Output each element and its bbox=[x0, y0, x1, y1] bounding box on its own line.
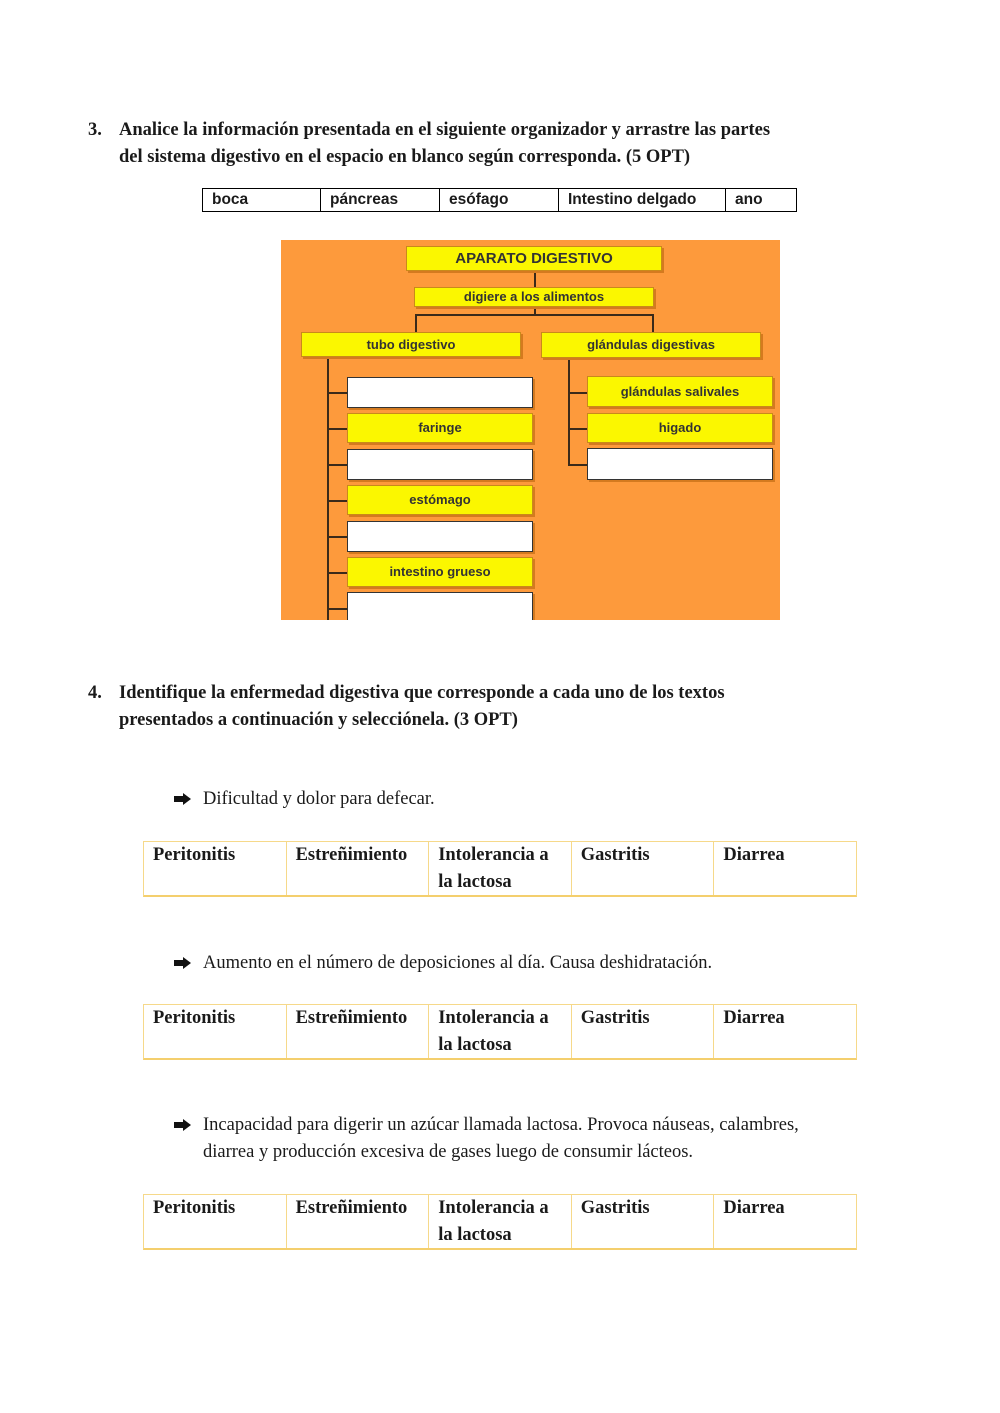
connector-line bbox=[327, 357, 329, 620]
statement-text: Incapacidad para digerir un azúcar llamada lactosa. Provoca náuseas, calambres, bbox=[203, 1115, 799, 1135]
node-aparato-digestivo: APARATO DIGESTIVO bbox=[406, 246, 662, 271]
draggable-word-pancreas[interactable]: páncreas bbox=[321, 189, 440, 211]
connector-line bbox=[568, 358, 570, 466]
question-number: 3. bbox=[88, 120, 102, 140]
connector-line bbox=[534, 271, 536, 287]
option-estrenimiento[interactable]: Estreñimiento bbox=[287, 842, 430, 895]
statement-text: diarrea y producción excesiva de gases luego de consumir lácteos. bbox=[203, 1142, 694, 1162]
connector-line bbox=[415, 314, 417, 332]
option-estrenimiento[interactable]: Estreñimiento bbox=[287, 1195, 430, 1248]
question-line: presentados a continuación y selecciónela. (3 OPT) bbox=[119, 710, 518, 730]
arrow-bullet-icon bbox=[174, 1119, 191, 1131]
option-intolerancia-lactosa[interactable]: Intolerancia a la lactosa bbox=[429, 1195, 572, 1248]
question-4 bbox=[88, 680, 868, 734]
statement-2 bbox=[174, 950, 864, 977]
statement-1 bbox=[174, 786, 864, 813]
word-bank bbox=[202, 188, 797, 212]
question-3 bbox=[88, 117, 868, 171]
option-intolerancia-lactosa[interactable]: Intolerancia a la lactosa bbox=[429, 842, 572, 895]
connector-line bbox=[568, 428, 588, 430]
node-glandulas-salivales: glándulas salivales bbox=[587, 376, 773, 407]
options-row-1 bbox=[143, 841, 857, 897]
node-intestino-grueso: intestino grueso bbox=[347, 557, 533, 587]
node-tubo-digestivo: tubo digestivo bbox=[301, 332, 521, 357]
options-row-3 bbox=[143, 1194, 857, 1250]
statement-text: Aumento en el número de deposiciones al día. Causa deshidratación. bbox=[203, 953, 713, 973]
option-gastritis[interactable]: Gastritis bbox=[572, 842, 715, 895]
option-intolerancia-lactosa[interactable]: Intolerancia a la lactosa bbox=[429, 1005, 572, 1058]
node-digiere-alimentos: digiere a los alimentos bbox=[414, 287, 654, 307]
arrow-bullet-icon bbox=[174, 957, 191, 969]
drop-zone-tube-4[interactable] bbox=[347, 592, 533, 620]
drop-zone-tube-2[interactable] bbox=[347, 449, 533, 480]
connector-line bbox=[327, 464, 347, 466]
options-row-2 bbox=[143, 1004, 857, 1060]
option-diarrea[interactable]: Diarrea bbox=[723, 845, 785, 865]
draggable-word-intestino-delgado[interactable]: Intestino delgado bbox=[559, 189, 726, 211]
drop-zone-tube-3[interactable] bbox=[347, 521, 533, 552]
connector-line bbox=[568, 464, 588, 466]
connector-line bbox=[568, 392, 588, 394]
arrow-bullet-icon bbox=[174, 793, 191, 805]
connector-line bbox=[415, 314, 654, 316]
question-line: Identifique la enfermedad digestiva que corresponde a cada uno de los textos bbox=[119, 683, 725, 703]
option-gastritis[interactable]: Gastritis bbox=[572, 1005, 715, 1058]
connector-line bbox=[327, 536, 347, 538]
node-faringe: faringe bbox=[347, 413, 533, 443]
connector-line bbox=[327, 572, 347, 574]
option-diarrea[interactable]: Diarrea bbox=[723, 1008, 785, 1028]
node-higado: higado bbox=[587, 413, 773, 443]
question-line: del sistema digestivo en el espacio en blanco según corresponda. (5 OPT) bbox=[119, 147, 691, 167]
statement-text: Dificultad y dolor para defecar. bbox=[203, 789, 435, 809]
option-gastritis[interactable]: Gastritis bbox=[572, 1195, 715, 1248]
draggable-word-boca[interactable]: boca bbox=[203, 189, 321, 211]
statement-3 bbox=[174, 1112, 864, 1166]
option-diarrea[interactable]: Diarrea bbox=[723, 1198, 785, 1218]
option-peritonitis[interactable]: Peritonitis bbox=[144, 1195, 287, 1248]
option-peritonitis[interactable]: Peritonitis bbox=[144, 842, 287, 895]
option-estrenimiento[interactable]: Estreñimiento bbox=[287, 1005, 430, 1058]
connector-line bbox=[327, 392, 347, 394]
drop-zone-gland-1[interactable] bbox=[587, 448, 773, 480]
question-number: 4. bbox=[88, 683, 102, 703]
connector-line bbox=[652, 314, 654, 332]
draggable-word-esofago[interactable]: esófago bbox=[440, 189, 559, 211]
connector-line bbox=[327, 428, 347, 430]
connector-line bbox=[327, 500, 347, 502]
digestive-system-organizer bbox=[281, 240, 780, 620]
drop-zone-tube-1[interactable] bbox=[347, 377, 533, 408]
option-peritonitis[interactable]: Peritonitis bbox=[144, 1005, 287, 1058]
question-line: Analice la información presentada en el siguiente organizador y arrastre las partes bbox=[119, 120, 771, 140]
node-glandulas-digestivas: glándulas digestivas bbox=[541, 332, 761, 358]
connector-line bbox=[327, 608, 347, 610]
node-estomago: estómago bbox=[347, 485, 533, 515]
draggable-word-ano[interactable]: ano bbox=[735, 191, 763, 208]
